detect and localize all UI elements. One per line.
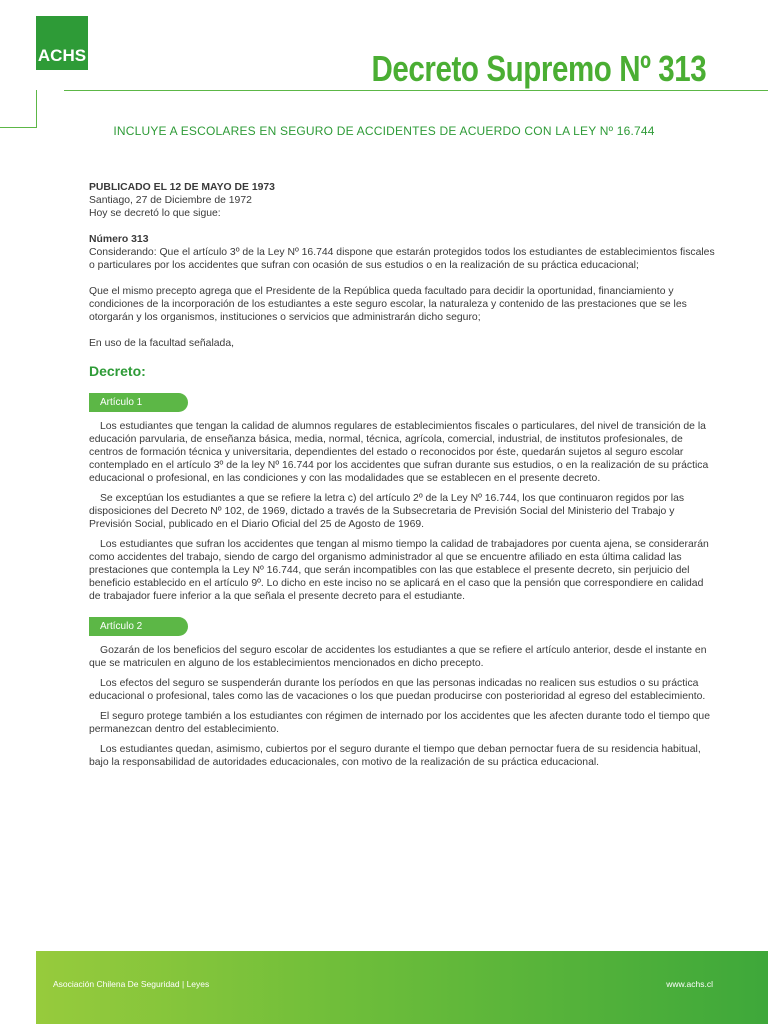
footer-band bbox=[36, 951, 768, 1024]
considering-paragraph-2: Que el mismo precepto agrega que el Presidente de la República queda facultado para decidir la oportunidad, financiamiento y condiciones de la incorporación de los estudiantes a este seguro escolar, la naturaleza y contenido de las prestaciones que se les otorgarán y los organismos, instituciones o servicios que administrarán dicho seguro; bbox=[89, 286, 687, 323]
logo-text: ACHS bbox=[37, 46, 87, 65]
place-date: Santiago, 27 de Diciembre de 1972 bbox=[89, 195, 252, 206]
articulo-2-paragraph-1: Gozarán de los beneficios del seguro escolar de accidentes los estudiantes a que se refiere el artículo anterior, desde el instante en que se matriculen en alguno de los establecimientos mencionados en dicho precepto. bbox=[89, 645, 707, 669]
articulo-2-label: Artículo 2 bbox=[89, 617, 188, 636]
published-date: PUBLICADO EL 12 DE MAYO DE 1973 bbox=[89, 182, 275, 193]
faculty-line: En uso de la facultad señalada, bbox=[89, 338, 234, 349]
page-title: Decreto Supremo Nº 313 bbox=[371, 48, 706, 89]
achs-logo bbox=[36, 16, 88, 70]
considering-paragraph-1: Considerando: Que el artículo 3º de la Ley Nº 16.744 dispone que estarán protegidos todos los estudiantes de establecimientos fiscales o particulares por los accidentes que sufran con ocasión de sus estudios o en la realización de su práctica educacional; bbox=[89, 247, 715, 271]
decreed-line: Hoy se decretó lo que sigue: bbox=[89, 208, 221, 219]
footer-label: Asociación Chilena De Seguridad | Leyes bbox=[53, 979, 210, 989]
articulo-1-paragraph-3: Los estudiantes que sufran los accidentes que tengan al mismo tiempo la calidad de trabajadores por cuenta ajena, se considerarán como accidentes del trabajo, siendo de cargo del organismo administrador al que se encuentre afiliado en esta última calidad las prestaciones que contempla la Ley Nº 16.744, que serán incompatibles con las que establece el presente decreto, sin perjuicio del beneficio establecido en el artículo 9º. Lo dicho en este inciso no se aplicará en el caso que la pensión que correspondiere en calidad de trabajador fuere inferior a la que señala el presente decreto para el estudiante. bbox=[89, 539, 709, 602]
header-rule bbox=[64, 90, 768, 91]
header-rule-vertical bbox=[36, 90, 37, 127]
articulo-1-label: Artículo 1 bbox=[89, 393, 188, 412]
articulo-2-paragraph-3: El seguro protege también a los estudiantes con régimen de internado por los accidentes que les afecten durante todo el tiempo que permanezcan dentro del establecimiento. bbox=[89, 711, 710, 735]
decree-number: Número 313 bbox=[89, 234, 149, 245]
footer-website-link[interactable]: www.achs.cl bbox=[666, 979, 713, 989]
articulo-1-paragraph-2: Se exceptúan los estudiantes a que se refiere la letra c) del artículo 2º de la Ley Nº 16.744, los que continuaron regidos por las disposiciones del Decreto Nº 102, de 1969, dictado a través de la Subsecretaria de Previsión Social del Ministerio del Trabajo y Previsión Social, publicado en el Diario Oficial del 25 de Agosto de 1969. bbox=[89, 493, 685, 530]
articulo-1-paragraph-1: Los estudiantes que tengan la calidad de alumnos regulares de establecimientos fiscales o particulares, del nivel de transición de la educación parvularia, de enseñanza básica, media, normal, técnica, agrícola, comercial, industrial, de institutos profesionales, de centros de formación técnica y universitaria, dependientes del estado o reconocidos por éste, quedarán sujetos al seguro escolar contemplado en el artículo 3º de la ley Nº 16.744 por los accidentes que sufran durante sus estudios, o en la realización de su práctica educacional o profesional, en las condiciones y con las modalidades que se establecen en el presente decreto. bbox=[89, 421, 709, 484]
articulo-2-paragraph-4: Los estudiantes quedan, asimismo, cubiertos por el seguro durante el tiempo que deban pernoctar fuera de su residencia habitual, bajo la responsabilidad de autoridades educacionales, con motivo de la realización de su práctica educacional. bbox=[89, 744, 701, 768]
articulo-2-paragraph-2: Los efectos del seguro se suspenderán durante los períodos en que las personas indicadas no realicen sus estudios o su práctica educacional o profesional, tales como las de vacaciones o los que puedan producirse con posterioridad al egreso del establecimiento. bbox=[89, 678, 706, 702]
document-subtitle: INCLUYE A ESCOLARES EN SEGURO DE ACCIDENTES DE ACUERDO CON LA LEY Nº 16.744 bbox=[113, 124, 655, 138]
decreto-heading: Decreto: bbox=[89, 363, 146, 379]
document-body bbox=[89, 181, 715, 769]
